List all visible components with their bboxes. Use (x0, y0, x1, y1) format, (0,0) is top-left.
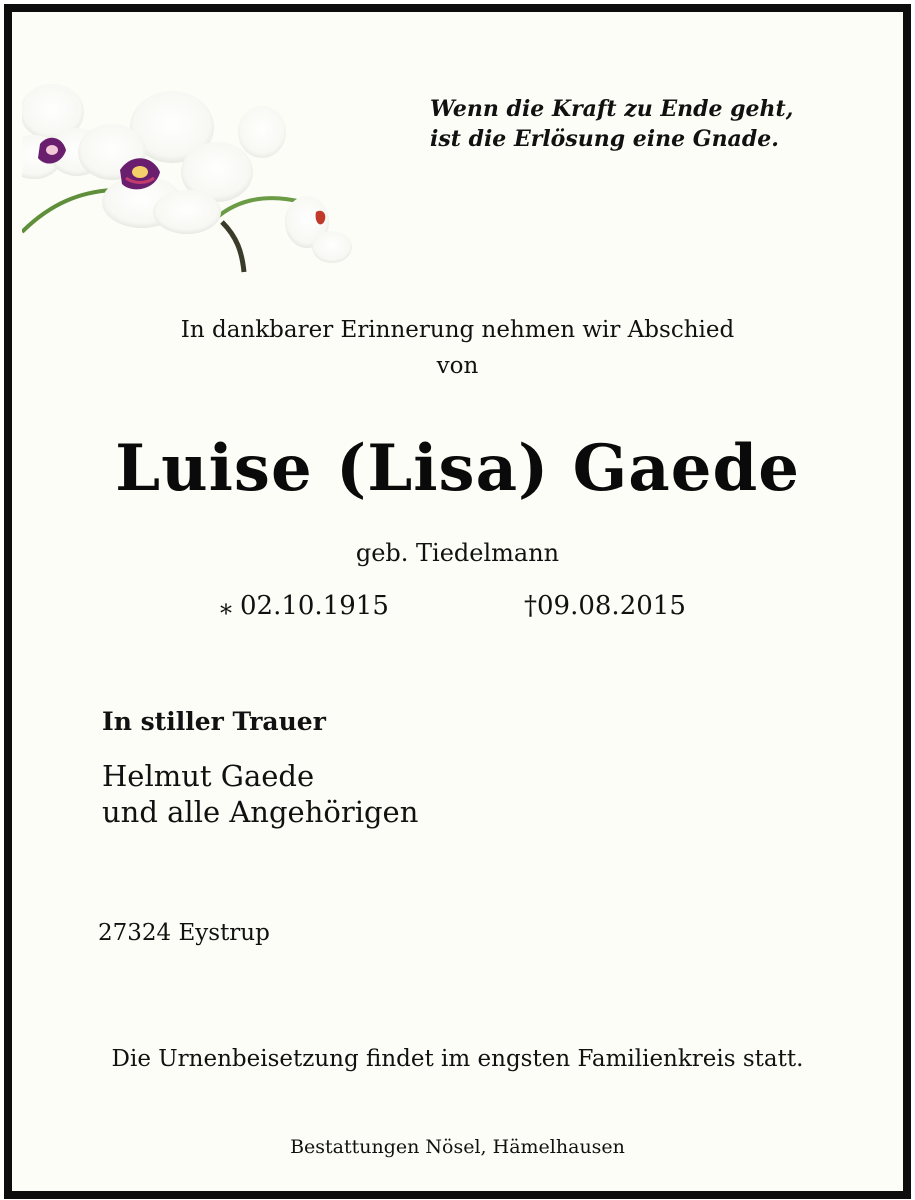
mourner-line: und alle Angehörigen (102, 795, 419, 829)
birth-date-group (220, 588, 389, 624)
mourners-list (102, 758, 418, 830)
quote (430, 94, 793, 154)
orchid-icon (22, 72, 372, 282)
death-date-group (524, 588, 686, 624)
quote-line-2: ist die Erlösung eine Gnade. (430, 126, 779, 152)
mourner-line: Helmut Gaede (102, 759, 315, 793)
birth-star-icon: ⁎ (220, 592, 232, 620)
intro-line-2: von (436, 353, 479, 379)
place: 27324 Eystrup (98, 920, 270, 946)
burial-note: Die Urnenbeisetzung findet im engsten Familienkreis statt. (111, 1046, 804, 1072)
maiden-name: geb. Tiedelmann (355, 539, 560, 567)
birth-date: 02.10.1915 (240, 591, 389, 621)
intro-text (12, 312, 903, 384)
undertaker: Bestattungen Nösel, Hämelhausen (290, 1136, 625, 1158)
deceased-name: Luise (Lisa) Gaede (115, 431, 800, 506)
mourning-heading: In stiller Trauer (102, 707, 326, 736)
death-date: 09.08.2015 (537, 591, 686, 621)
quote-line-1: Wenn die Kraft zu Ende geht, (430, 96, 794, 122)
obituary-notice (4, 4, 911, 1199)
cross-icon: † (524, 591, 537, 621)
intro-line-1: In dankbarer Erinnerung nehmen wir Abschied (180, 317, 735, 343)
